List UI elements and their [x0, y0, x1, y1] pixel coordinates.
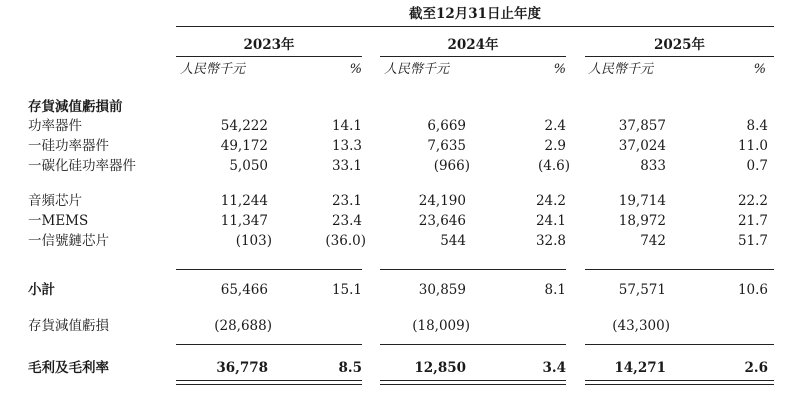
total-rule-2023 — [176, 344, 362, 345]
pct-2024: 2.4 — [544, 118, 566, 134]
pct-2025: 51.7 — [737, 233, 768, 249]
amount-2023: 36,778 — [216, 360, 268, 376]
amount-2024: 6,669 — [427, 118, 466, 134]
amount-2023: (28,688) — [214, 318, 272, 334]
amount-2024: (966) — [433, 158, 470, 174]
amount-2024: (18,009) — [412, 318, 470, 334]
amount-2025: 19,714 — [618, 193, 666, 209]
pct-2024: 2.9 — [544, 138, 566, 154]
pct-2025: 8.4 — [746, 118, 768, 134]
amount-2024: 7,635 — [427, 138, 466, 154]
subtotal-rule-2024 — [380, 269, 566, 270]
pct-label-2024: % — [553, 62, 566, 77]
double-underline-2024 — [380, 380, 566, 385]
amount-2024: 12,850 — [414, 360, 466, 376]
amount-2025: 833 — [640, 158, 666, 174]
amount-2025: 37,024 — [618, 138, 666, 154]
amount-2024: 23,646 — [418, 213, 466, 229]
pct-2023: 14.1 — [331, 118, 362, 134]
year-header-2025: 2025年 — [653, 37, 706, 53]
amount-2023: 65,466 — [220, 282, 268, 298]
row-label: 音頻芯片 — [28, 193, 82, 209]
year-header-2024: 2024年 — [447, 37, 499, 53]
amount-2025: (43,300) — [612, 318, 670, 334]
amount-2025: 14,271 — [614, 360, 666, 376]
subtotal-rule-2023 — [176, 269, 362, 270]
double-underline-2023 — [176, 380, 362, 385]
pct-2025: 22.2 — [737, 193, 768, 209]
pct-2023: (36.0) — [325, 233, 366, 249]
amount-2025: 18,972 — [618, 213, 666, 229]
pct-2024: (4.6) — [537, 158, 570, 174]
pct-2023: 13.3 — [331, 138, 362, 154]
amount-2024: 544 — [440, 233, 466, 249]
amount-2023: 49,172 — [220, 138, 268, 154]
row-label: 小計 — [28, 282, 55, 298]
amount-2023: 11,244 — [220, 193, 268, 209]
pct-2024: 8.1 — [544, 282, 566, 298]
pct-2025: 21.7 — [737, 213, 768, 229]
row-label: 功率器件 — [28, 118, 82, 134]
amount-2025: 742 — [640, 233, 666, 249]
unit-label-2024: 人民幣千元 — [384, 62, 450, 77]
year-underline-2025 — [585, 56, 774, 57]
amount-2023: 54,222 — [220, 118, 268, 134]
double-underline-2025 — [585, 380, 774, 385]
pct-2025: 11.0 — [737, 138, 768, 154]
row-label: 一硅功率器件 — [28, 138, 109, 154]
unit-label-2023: 人民幣千元 — [180, 62, 246, 77]
pct-2023: 23.1 — [331, 193, 362, 209]
unit-label-2025: 人民幣千元 — [588, 62, 654, 77]
amount-2023: 5,050 — [229, 158, 268, 174]
pct-label-2023: % — [349, 62, 362, 77]
row-label: 一信號鏈芯片 — [28, 233, 109, 249]
year-header-2023: 2023年 — [243, 37, 295, 53]
pct-2025: 0.7 — [746, 158, 768, 174]
row-label: 存貨減值虧損前 — [28, 99, 123, 115]
row-label: 毛利及毛利率 — [28, 360, 109, 376]
total-rule-2024 — [380, 344, 566, 345]
amount-2025: 37,857 — [618, 118, 666, 134]
row-label: 一碳化硅功率器件 — [28, 158, 136, 174]
pct-2023: 23.4 — [331, 213, 362, 229]
amount-2023: 11,347 — [220, 213, 268, 229]
year-underline-2024 — [380, 56, 566, 57]
pct-2023: 15.1 — [331, 282, 362, 298]
pct-2024: 24.2 — [535, 193, 566, 209]
period-underline — [176, 26, 774, 27]
subtotal-rule-2025 — [585, 269, 774, 270]
pct-2024: 32.8 — [535, 233, 566, 249]
amount-2024: 30,859 — [418, 282, 466, 298]
pct-2024: 24.1 — [535, 213, 566, 229]
total-rule-2025 — [585, 344, 774, 345]
row-label: 一MEMS — [28, 213, 89, 229]
row-label: 存貨減值虧損 — [28, 318, 109, 334]
pct-2025: 2.6 — [744, 360, 768, 376]
amount-2025: 57,571 — [618, 282, 666, 298]
pct-2023: 33.1 — [331, 158, 362, 174]
pct-2025: 10.6 — [737, 282, 768, 298]
pct-label-2025: % — [753, 62, 766, 77]
amount-2024: 24,190 — [418, 193, 466, 209]
amount-2023: (103) — [235, 233, 272, 249]
pct-2023: 8.5 — [338, 360, 362, 376]
year-underline-2023 — [176, 56, 362, 57]
pct-2024: 3.4 — [542, 360, 566, 376]
period-header: 截至12月31日止年度 — [408, 6, 542, 22]
